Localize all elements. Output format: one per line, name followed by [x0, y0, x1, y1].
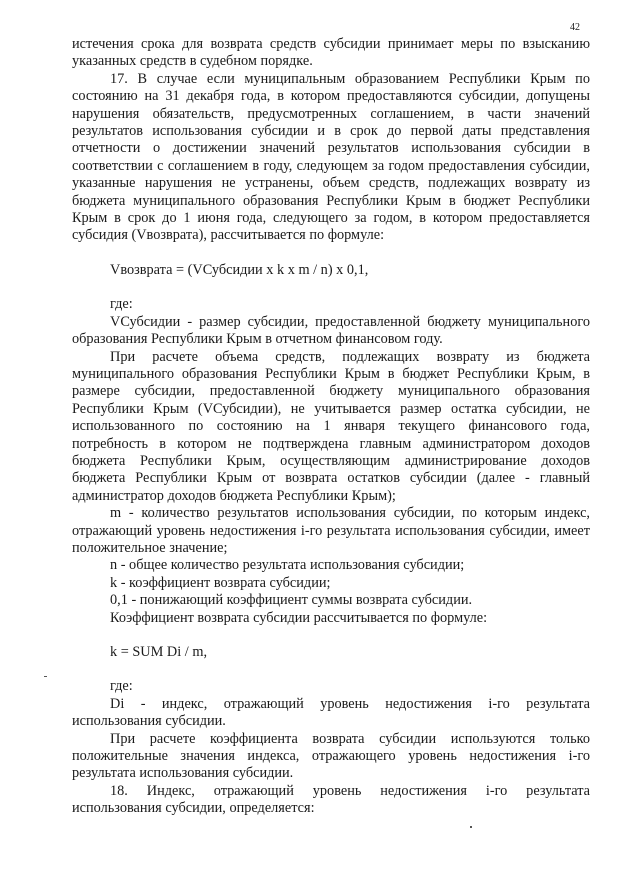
paragraph-17: 17. В случае если муниципальным образованием Республики Крым по состоянию на 31 декабря года, в котором предоставляются субсидии, допущены нарушения обязательств, предусмотренных соглашением, в части значений результатов использования субсидии и в срок до первой даты представления отчетности о достижении значений результатов использования субсидии в соответствии с соглашением в году, следующем за годом предоставления субсидии, указанные нарушения не устранены, объем средств, подлежащих возврату из бюджета муниципального образования Республики Крым в бюджет Республики Крым в срок до 1 июня года, следующего за годом, в котором предоставляется субсидия (Vвозврата), рассчитывается по формуле:: [72, 70, 590, 244]
definition-m: m - количество результатов использования субсидии, по которым индекс, отражающий уровень недостижения i-го результата использования субсидии, имеет положительное значение;: [72, 505, 590, 556]
where-label-2: где:: [110, 678, 133, 695]
formula-vozvrata: Vвозврата = (VСубсидии х k х m / n) х 0,1,: [110, 261, 369, 278]
definition-di: Di - индекс, отражающий уровень недостижения i-го результата использования субсидии.: [72, 695, 590, 730]
where-label-1: где:: [110, 296, 133, 313]
formula-k: k = SUM Di / m,: [110, 644, 208, 660]
paragraph-18: 18. Индекс, отражающий уровень недостижения i-го результата использования субсидии, определяется:: [72, 782, 590, 817]
coefficient-intro: Коэффициент возврата субсидии рассчитывается по формуле:: [110, 609, 488, 626]
paragraph-pri-raschete-2: При расчете коэффициента возврата субсидии используются только положительные значения индекса, отражающего уровень недостижения i-го результата использования субсидии.: [72, 730, 590, 782]
page-number: 42: [570, 22, 580, 33]
spacer: [72, 245, 590, 262]
definition-k: k - коэффициент возврата субсидии;: [110, 574, 331, 591]
spacer: [72, 661, 590, 678]
scan-speck: [470, 826, 472, 828]
definition-coefficient: 0,1 - понижающий коэффициент суммы возврата субсидии.: [110, 592, 473, 609]
paragraph-pri-raschete: При расчете объема средств, подлежащих возврату из бюджета муниципального образования Республики Крым в бюджет Республики Крым, в размере субсидии, предоставленной бюджету муниципального образования Республики Крым (VСубсидии), не учитывается размер остатка субсидии, не использованного по состоянию на 1 января текущего финансового года, потребность в котором не подтверждена главным администратором доходов бюджета Республики Крым, осуществляющим администрирование доходов бюджета Республики Крым от возврата остатков субсидии (далее - главный администратор доходов бюджета Республики Крым);: [72, 348, 590, 504]
paragraph-continuation: истечения срока для возврата средств субсидии принимает меры по взысканию указанных средств в судебном порядке.: [72, 36, 590, 70]
scan-speck: [44, 676, 47, 677]
spacer: [72, 279, 590, 296]
document-body: [72, 36, 590, 818]
spacer: [72, 627, 590, 644]
definition-vsubsidii: VСубсидии - размер субсидии, предоставленной бюджету муниципального образования Республики Крым в отчетном финансовом году.: [72, 313, 590, 348]
definition-n: n - общее количество результата использования субсидии;: [110, 557, 465, 574]
